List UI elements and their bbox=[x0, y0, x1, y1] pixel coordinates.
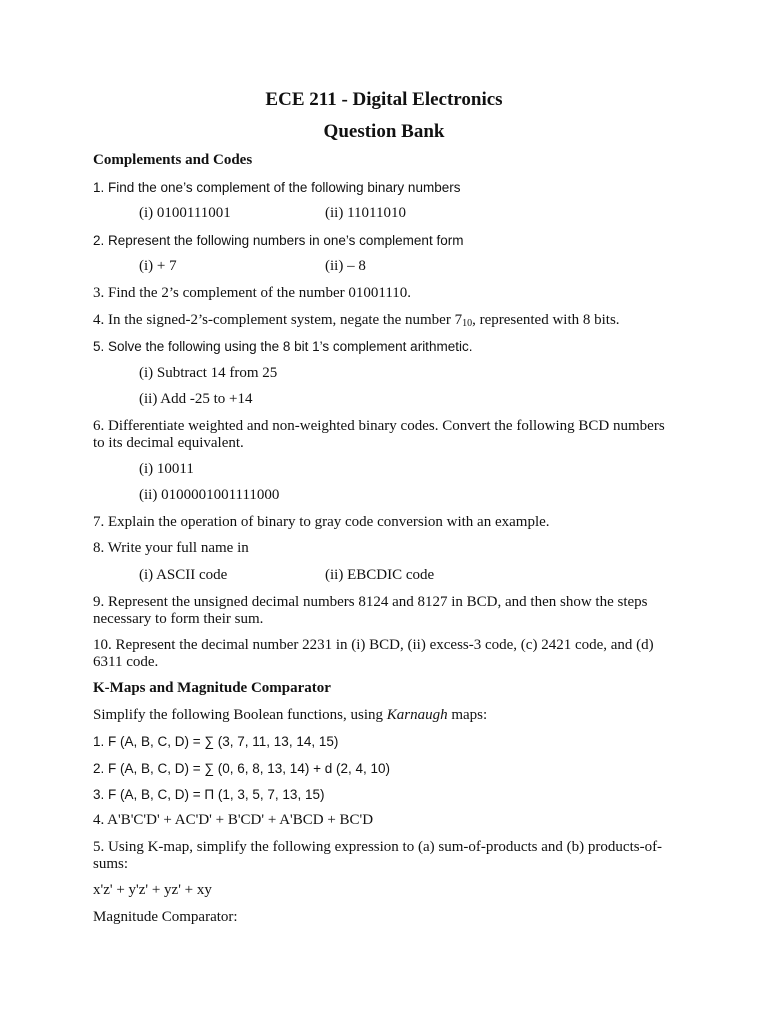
question-6-option-i: (i) 10011 bbox=[139, 461, 194, 477]
section-heading-kmaps: K-Maps and Magnitude Comparator bbox=[93, 680, 331, 696]
question-5-option-i: (i) Subtract 14 from 25 bbox=[139, 365, 278, 381]
page-subtitle: Question Bank bbox=[323, 121, 445, 142]
question-4 bbox=[93, 312, 620, 329]
question-5: 5. Solve the following using the 8 bit 1’s complement arithmetic. bbox=[93, 339, 473, 354]
section-heading-complements: Complements and Codes bbox=[93, 152, 253, 168]
kmap-problem-4: 4. A'B'C'D' + AC'D' + B'CD' + A'BCD + BC'D bbox=[93, 812, 374, 828]
question-2-options bbox=[139, 258, 366, 275]
question-10: 10. Represent the decimal number 2231 in (i) BCD, (ii) excess-3 code, (c) 2421 code, and (d) 6311 code. bbox=[93, 637, 654, 670]
option-ii: (ii) – 8 bbox=[325, 258, 366, 274]
question-6: 6. Differentiate weighted and non-weighted binary codes. Convert the following BCD numbers to its decimal equivalent. bbox=[93, 418, 665, 451]
kmap-problem-3: 3. F (A, B, C, D) = Π (1, 3, 5, 7, 13, 15) bbox=[93, 787, 325, 802]
kmap-problem-5-expression: x'z' + y'z' + yz' + xy bbox=[93, 882, 212, 898]
question-4-tail: , represented with 8 bits. bbox=[472, 312, 620, 328]
kmap-intro-text: Simplify the following Boolean functions, using bbox=[93, 707, 387, 723]
kmap-problem-1: 1. F (A, B, C, D) = ∑ (3, 7, 11, 13, 14, 15) bbox=[93, 734, 339, 749]
option-i: (i) 0100111001 bbox=[139, 205, 231, 221]
option-i: (i) + 7 bbox=[139, 258, 177, 274]
question-4-subscript: 10 bbox=[462, 318, 473, 329]
question-8-options bbox=[139, 567, 435, 584]
magnitude-comparator-heading: Magnitude Comparator: bbox=[93, 909, 238, 925]
question-4-text: 4. In the signed-2’s-complement system, negate the number 7 bbox=[93, 312, 463, 328]
question-9: 9. Represent the unsigned decimal numbers 8124 and 8127 in BCD, and then show the steps necessary to form their sum. bbox=[93, 594, 648, 627]
question-8: 8. Write your full name in bbox=[93, 540, 249, 556]
kmap-problem-2: 2. F (A, B, C, D) = ∑ (0, 6, 8, 13, 14) + d (2, 4, 10) bbox=[93, 761, 390, 776]
kmap-intro-emphasis: Karnaugh bbox=[386, 707, 448, 723]
question-3: 3. Find the 2’s complement of the number 01001110. bbox=[93, 285, 412, 301]
kmap-intro-tail: maps: bbox=[447, 707, 488, 723]
question-7: 7. Explain the operation of binary to gray code conversion with an example. bbox=[93, 514, 550, 530]
option-ii: (ii) 11011010 bbox=[325, 205, 406, 221]
question-1: 1. Find the one’s complement of the following binary numbers bbox=[93, 180, 461, 195]
question-1-options bbox=[139, 205, 406, 222]
question-6-option-ii: (ii) 0100001001111000 bbox=[139, 487, 280, 503]
option-ii: (ii) EBCDIC code bbox=[325, 567, 435, 583]
kmap-problem-5: 5. Using K-map, simplify the following expression to (a) sum-of-products and (b) products-of-sums: bbox=[93, 839, 663, 872]
question-2: 2. Represent the following numbers in one’s complement form bbox=[93, 233, 464, 248]
option-i: (i) ASCII code bbox=[139, 567, 228, 583]
question-5-option-ii: (ii) Add -25 to +14 bbox=[139, 391, 253, 407]
kmap-intro bbox=[93, 707, 487, 724]
page-title: ECE 211 - Digital Electronics bbox=[265, 89, 503, 110]
